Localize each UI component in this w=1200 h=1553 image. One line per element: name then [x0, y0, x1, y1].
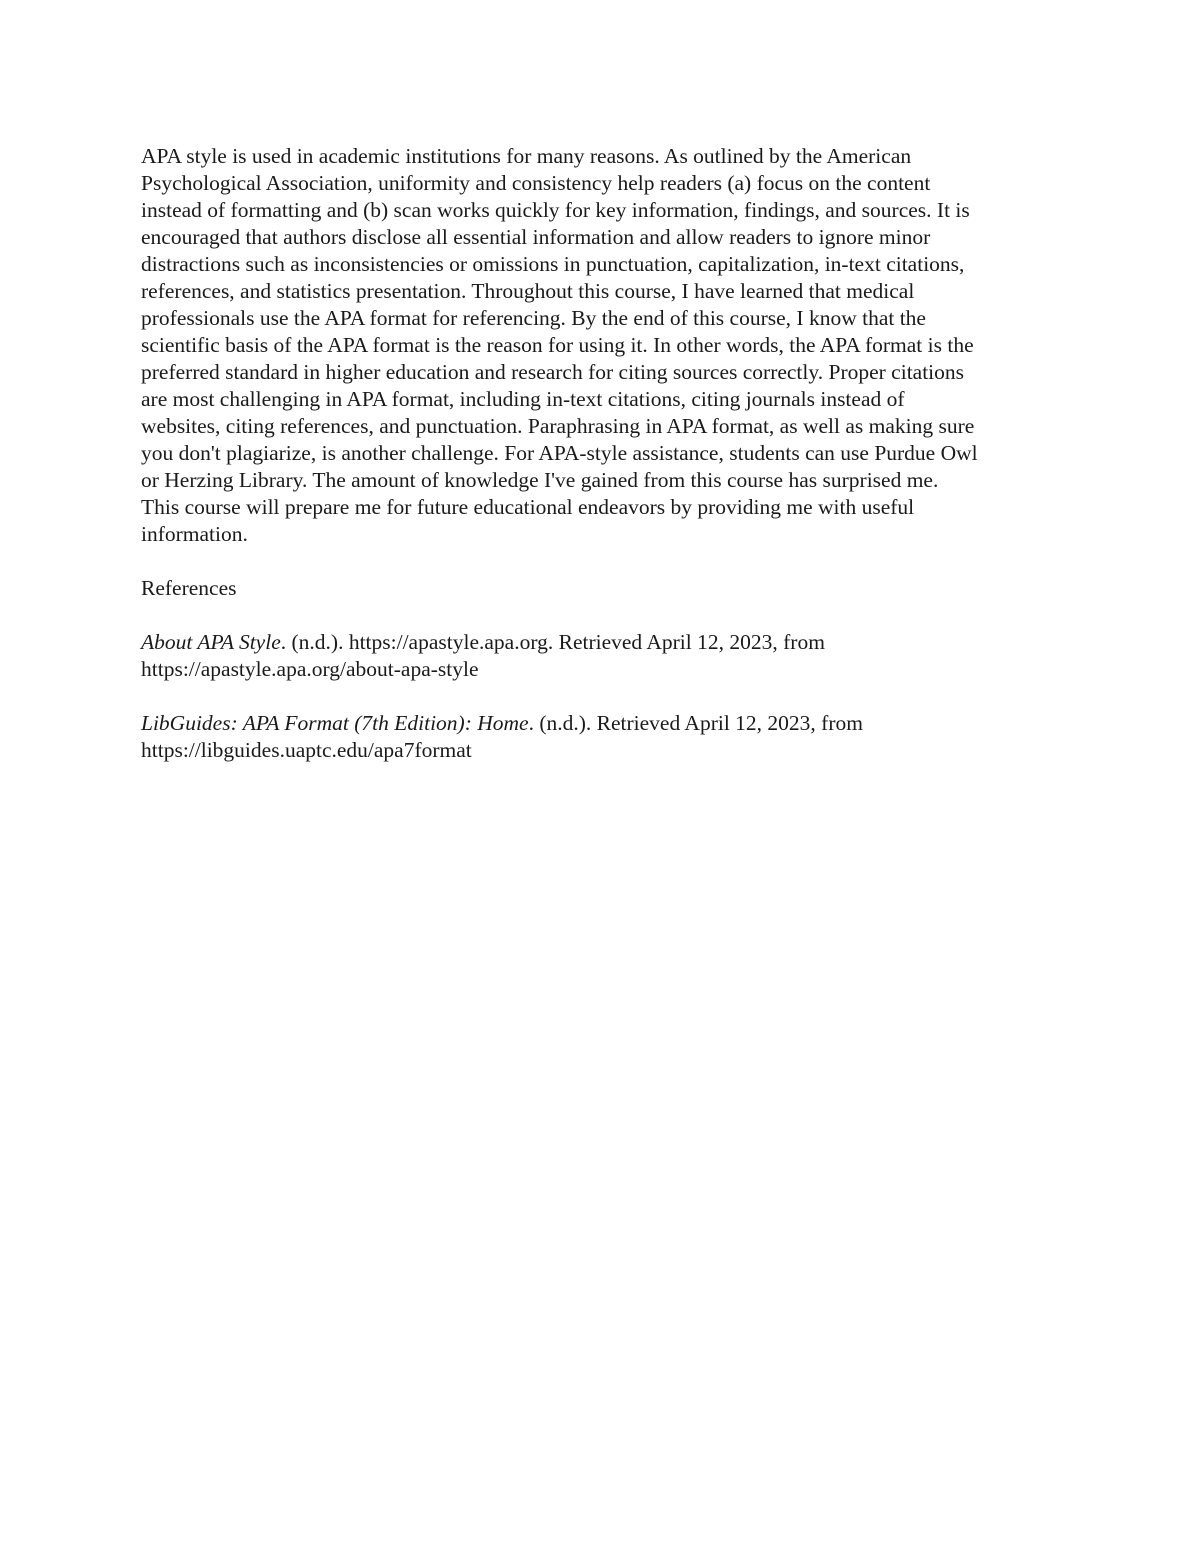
body-paragraph: [141, 143, 1066, 548]
body-line: encouraged that authors disclose all essential information and allow readers to ignore minor: [141, 225, 931, 249]
reference-url: https://apastyle.apa.org/about-apa-style: [141, 657, 479, 681]
paragraph-spacer: [141, 683, 1066, 710]
body-line: This course will prepare me for future educational endeavors by providing me with useful: [141, 495, 915, 519]
body-line: are most challenging in APA format, including in-text citations, citing journals instead of: [141, 387, 905, 411]
body-line: websites, citing references, and punctuation. Paraphrasing in APA format, as well as making sure: [141, 414, 975, 438]
body-line: you don't plagiarize, is another challenge. For APA-style assistance, students can use Purdue Owl: [141, 441, 978, 465]
body-line: Psychological Association, uniformity and consistency help readers (a) focus on the content: [141, 171, 931, 195]
paragraph-spacer: [141, 548, 1066, 575]
reference-entry: [141, 629, 1066, 683]
body-line: information.: [141, 522, 248, 546]
body-line: scientific basis of the APA format is the reason for using it. In other words, the APA format is the: [141, 333, 974, 357]
reference-line: [141, 710, 1066, 737]
document-content: [141, 143, 1066, 764]
references-heading: References: [141, 576, 237, 600]
reference-details: . (n.d.). Retrieved April 12, 2023, from: [528, 711, 863, 735]
reference-details: . (n.d.). https://apastyle.apa.org. Retrieved April 12, 2023, from: [280, 630, 825, 654]
body-line: professionals use the APA format for referencing. By the end of this course, I know that the: [141, 306, 926, 330]
body-line: instead of formatting and (b) scan works quickly for key information, findings, and sources. It is: [141, 198, 970, 222]
body-line: APA style is used in academic institutions for many reasons. As outlined by the American: [141, 144, 912, 168]
body-line: preferred standard in higher education and research for citing sources correctly. Proper citations: [141, 360, 965, 384]
body-line: or Herzing Library. The amount of knowledge I've gained from this course has surprised me.: [141, 468, 939, 492]
reference-entry: [141, 710, 1066, 764]
paragraph-spacer: [141, 602, 1066, 629]
reference-url: https://libguides.uaptc.edu/apa7format: [141, 738, 472, 762]
reference-title: LibGuides: APA Format (7th Edition): Home: [141, 711, 529, 735]
body-line: distractions such as inconsistencies or omissions in punctuation, capitalization, in-text citations,: [141, 252, 965, 276]
reference-line: [141, 629, 1066, 656]
body-line: references, and statistics presentation. Throughout this course, I have learned that medical: [141, 279, 915, 303]
reference-title: About APA Style: [141, 630, 281, 654]
